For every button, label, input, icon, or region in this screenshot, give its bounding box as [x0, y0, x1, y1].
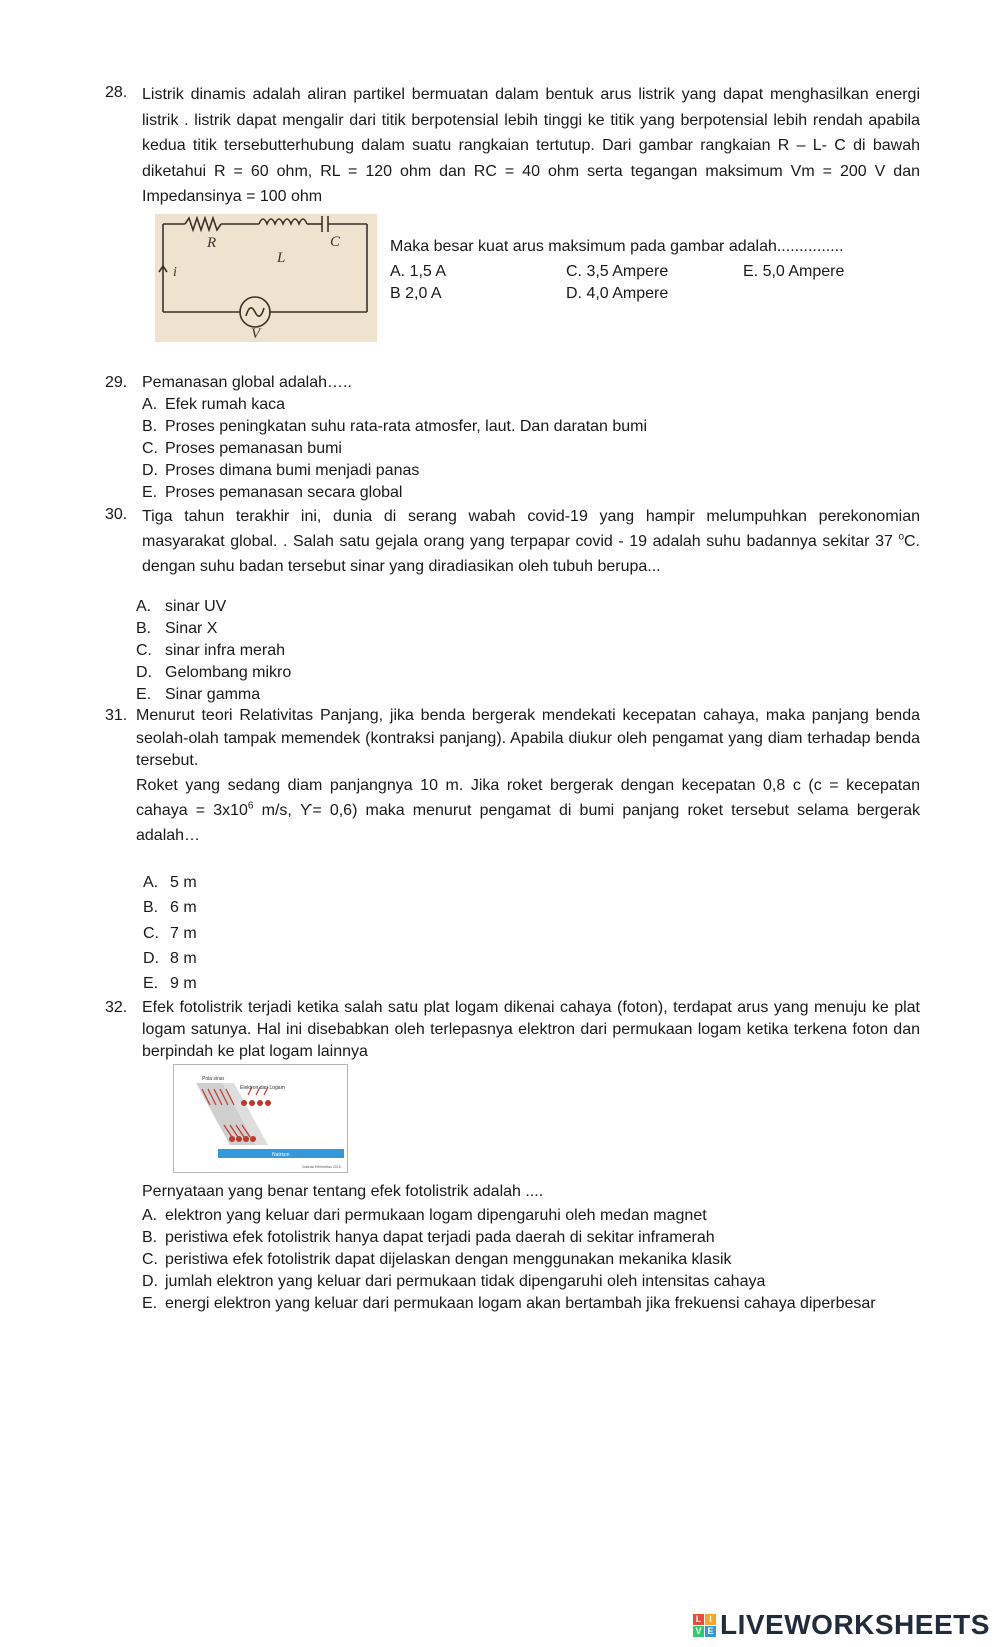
option-c[interactable] [136, 640, 291, 662]
option-text: Proses peningkatan suhu rata-rata atmosfer, laut. Dan daratan bumi [165, 418, 648, 435]
option-c[interactable] [142, 438, 920, 460]
option-b[interactable] [142, 416, 920, 438]
question-29 [105, 372, 920, 504]
option-b[interactable] [136, 618, 291, 640]
option-b[interactable] [142, 1227, 876, 1249]
capacitor-label: C [330, 234, 341, 250]
question-number: 32. [105, 999, 128, 1016]
option-c[interactable]: C. 3,5 Ampere [566, 263, 669, 280]
logo-tile: L [693, 1614, 704, 1625]
logo-tile: E [705, 1626, 716, 1637]
option-letter: B. [136, 620, 152, 637]
option-text: 8 m [170, 949, 197, 967]
option-letter: C. [136, 642, 152, 659]
option-text: jumlah elektron yang keluar dari permukaan tidak dipengaruhi oleh intensitas cahaya [165, 1273, 766, 1290]
question-number: 28. [105, 84, 128, 101]
option-text: 6 m [170, 899, 197, 917]
option-letter: D. [136, 664, 152, 681]
resistor-label: R [207, 235, 217, 251]
option-text: 5 m [170, 874, 197, 891]
rlc-circuit-figure [155, 214, 377, 342]
option-a[interactable] [143, 870, 197, 895]
option-letter: E. [142, 1295, 158, 1312]
option-d[interactable] [136, 662, 291, 684]
option-letter: D. [142, 1273, 158, 1290]
option-c[interactable] [142, 1249, 876, 1271]
question-31 [105, 705, 920, 848]
option-c[interactable] [143, 921, 197, 946]
inductor-label: L [277, 250, 286, 266]
option-text: peristiwa efek fotolistrik dapat dijelaskan dengan menggunakan mekanika klasik [165, 1251, 732, 1268]
option-text: elektron yang keluar dari permukaan logam dipengaruhi oleh medan magnet [165, 1207, 707, 1224]
logo-tile: V [693, 1626, 704, 1637]
option-a[interactable] [142, 394, 920, 416]
option-text: Sinar gamma [165, 686, 261, 703]
option-letter: C. [143, 924, 159, 942]
option-text: peristiwa efek fotolistrik hanya dapat terjadi pada daerah di sekitar inframerah [165, 1229, 715, 1246]
option-e[interactable]: E. 5,0 Ampere [743, 263, 845, 280]
current-label: i [173, 265, 177, 280]
option-letter: E. [136, 686, 152, 703]
question-30 [105, 504, 920, 579]
option-text: Proses dimana bumi menjadi panas [165, 462, 420, 479]
question-text-2 [136, 773, 920, 848]
rlc-circuit-diagram [155, 214, 377, 342]
option-text: Proses pemanasan bumi [165, 440, 342, 457]
text-part: m/s, ϒ= 0,6) maka menurut pengamat di bumi panjang roket tersebut selama bergerak adalah… [136, 801, 920, 844]
option-e[interactable] [142, 1293, 876, 1315]
option-text: Sinar X [165, 620, 218, 637]
text-part: Roket yang sedang diam panjangnya 10 m. Jika roket bergerak dengan kecepatan 0,8 c (c = kecepatan cahaya = 3x10 [136, 776, 920, 819]
metal-label: Natrium [272, 1152, 290, 1158]
question-text: Pemanasan global adalah….. [142, 374, 352, 391]
question-number: 31. [105, 707, 128, 724]
option-letter: E. [142, 484, 158, 501]
question-30-options [136, 596, 291, 706]
options-list [142, 394, 920, 504]
logo-mark-icon [693, 1614, 716, 1637]
text-part: Tiga tahun terakhir ini, dunia di serang wabah covid-19 yang hampir melumpuhkan perekonomian masyarakat global. . Salah satu gejala orang yang terpapar covid - 19 adalah suhu badannya sekitar 37 [142, 508, 920, 550]
option-letter: B. [142, 418, 158, 435]
option-d[interactable]: D. 4,0 Ampere [566, 285, 669, 302]
option-text: Efek rumah kaca [165, 396, 286, 413]
option-a[interactable]: A. 1,5 A [390, 263, 447, 280]
option-a[interactable] [136, 596, 291, 618]
option-e[interactable] [136, 684, 291, 706]
option-text: 9 m [170, 975, 197, 993]
option-letter: D. [143, 949, 159, 967]
electrons-label: Elektron dari Logam [240, 1085, 285, 1091]
question-text: Listrik dinamis adalah aliran partikel bermuatan dalam bentuk arus listrik yang dapat menghasilkan energi listrik . listrik dapat mengalir dari titik berpotensial lebih tinggi ke titik yang berpotensial lebih rendah apabila kedua titik tersebutterhubung dalam suatu rangkaian tertutup. Dari gambar rangkaian R – L- C di bawah diketahui R = 60 ohm, RL = 120 ohm dan RC = 40 ohm serta tegangan maksimum Vm = 200 V dan Impedansinya = 100 ohm [142, 86, 920, 205]
light-label: Pola sinar [202, 1076, 225, 1082]
option-text: 7 m [170, 924, 197, 942]
option-letter: E. [143, 975, 159, 993]
question-text [142, 504, 920, 579]
exponent-sup: 6 [247, 800, 254, 812]
option-letter: B. [142, 1229, 158, 1246]
question-31-options [143, 870, 197, 996]
option-d[interactable] [142, 460, 920, 482]
option-e[interactable] [143, 971, 197, 996]
option-text: sinar infra merah [165, 642, 286, 659]
question-32-prompt: Pernyataan yang benar tentang efek fotolistrik adalah .... [142, 1183, 544, 1200]
option-letter: A. [142, 396, 158, 413]
option-d[interactable] [143, 946, 197, 971]
option-letter: A. [143, 874, 159, 891]
source-label: V [251, 326, 261, 342]
degree-sup: o [898, 531, 904, 543]
option-text: sinar UV [165, 598, 227, 615]
question-32-options [142, 1205, 876, 1315]
question-text: Efek fotolistrik terjadi ketika salah satu plat logam dikenai cahaya (foton), terdapat arus yang menuju ke plat logam satunya. Hal ini disebabkan oleh terlepasnya elektron dari permukaan logam ketika terkena foton dan berpindah ke plat logam lainnya [142, 999, 920, 1060]
question-text-1: Menurut teori Relativitas Panjang, jika benda bergerak mendekati kecepatan cahaya, maka panjang benda seolah-olah tampak memendek (kontraksi panjang). Apabila diukur oleh pengamat yang diam terhadap benda tersebut. [136, 707, 920, 769]
option-b[interactable]: B 2,0 A [390, 285, 442, 302]
option-text: Proses pemanasan secara global [165, 484, 403, 501]
option-a[interactable] [142, 1205, 876, 1227]
option-b[interactable] [143, 895, 197, 920]
photoelectric-diagram [174, 1065, 347, 1172]
option-text: energi elektron yang keluar dari permukaan logam akan bertambah jika frekuensi cahaya diperbesar [165, 1295, 876, 1312]
photoelectric-figure [173, 1064, 348, 1173]
option-letter: C. [142, 440, 158, 457]
logo-tile: I [705, 1614, 716, 1625]
liveworksheets-logo [693, 1607, 990, 1644]
question-32 [105, 997, 920, 1063]
question-28-prompt: Maka besar kuat arus maksimum pada gambar adalah............... [390, 238, 844, 255]
option-letter: A. [142, 1207, 158, 1224]
option-letter: B. [143, 899, 159, 917]
credit-label: Ilustrasi Effektivitas 2016 [302, 1165, 341, 1169]
option-letter: A. [136, 598, 152, 615]
option-letter: D. [142, 462, 158, 479]
option-text: Gelombang mikro [165, 664, 292, 681]
option-letter: C. [142, 1251, 158, 1268]
question-number: 30. [105, 506, 128, 523]
question-number: 29. [105, 374, 128, 391]
logo-text: LIVEWORKSHEETS [720, 1609, 990, 1640]
option-d[interactable] [142, 1271, 876, 1293]
option-e[interactable] [142, 482, 920, 504]
question-28 [105, 82, 920, 210]
text-part: C. dengan suhu badan tersebut sinar yang diradiasikan oleh tubuh berupa... [142, 533, 920, 575]
